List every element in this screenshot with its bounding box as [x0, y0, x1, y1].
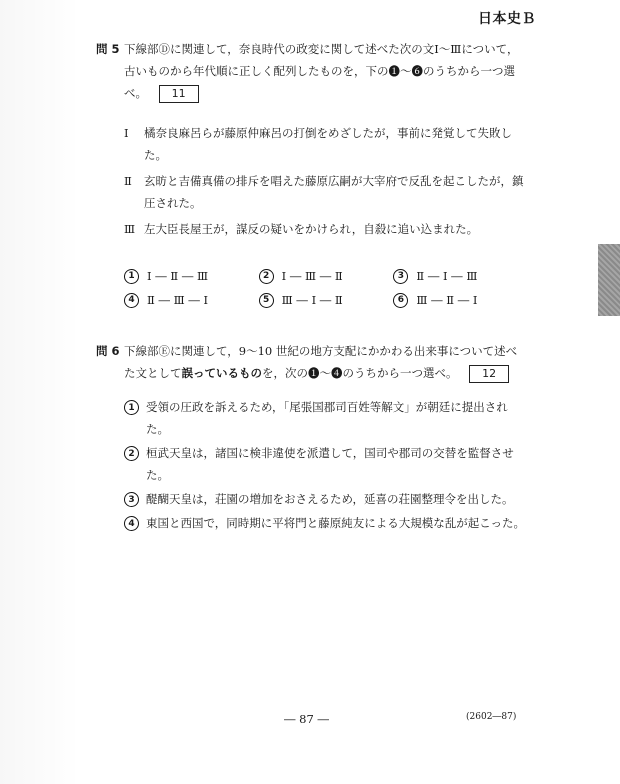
option-text: 東国と西国で，同時期に平将門と藤原純友による大規模な乱が起こった。 — [146, 516, 526, 530]
question-5-text: 下線部Ⓓに関連して，奈良時代の政変に関して述べた次の文Ⅰ～Ⅲについて，古いものから年代順に正しく配列したものを，下の➊～➏のうちから一つ選べ。 — [124, 42, 519, 100]
page-shadow — [0, 0, 80, 784]
exam-code: (2602―87) — [466, 712, 517, 722]
answer-box-12[interactable]: 12 — [469, 365, 509, 383]
choice-text: Ⅱ ― Ⅲ ― Ⅰ — [147, 293, 209, 307]
option-number: 2 — [124, 446, 139, 461]
question-6-prompt — [96, 340, 528, 384]
choice-row — [124, 288, 528, 312]
choice-5[interactable] — [259, 289, 394, 311]
choice-4[interactable] — [124, 289, 259, 311]
choice-number: 1 — [124, 269, 139, 284]
statement-text: 橘奈良麻呂らが藤原仲麻呂の打倒をめざしたが，事前に発覚して失敗した。 — [144, 126, 512, 162]
choice-2[interactable] — [259, 265, 394, 287]
option-2[interactable] — [124, 442, 528, 486]
option-number: 4 — [124, 516, 139, 531]
option-text: 受領の圧政を訴えるため，「尾張国郡司百姓等解文」が朝廷に提出された。 — [146, 400, 508, 436]
choice-row — [124, 264, 528, 288]
choice-text: Ⅱ ― Ⅰ ― Ⅲ — [416, 269, 478, 283]
choice-6[interactable] — [393, 289, 528, 311]
statement-2 — [124, 170, 528, 214]
statement-label: Ⅱ — [124, 174, 132, 188]
question-6-text-b: を，次の➊～➍のうちから一つ選べ。 — [262, 366, 458, 380]
statement-label: Ⅰ — [124, 126, 129, 140]
choice-number: 5 — [259, 293, 274, 308]
choice-text: Ⅲ ― Ⅱ ― Ⅰ — [416, 293, 478, 307]
choice-number: 6 — [393, 293, 408, 308]
question-6-number: 問 6 — [96, 344, 120, 358]
page-number: ― 87 ― — [284, 712, 329, 726]
question-6 — [96, 340, 528, 536]
choice-3[interactable] — [393, 265, 528, 287]
option-number: 3 — [124, 492, 139, 507]
option-text: 桓武天皇は，諸国に検非違使を派遣して，国司や郡司の交替を監督させた。 — [146, 446, 514, 482]
choice-number: 2 — [259, 269, 274, 284]
statement-text: 玄昉と吉備真備の排斥を唱えた藤原広嗣が大宰府で反乱を起こしたが，鎮圧された。 — [144, 174, 524, 210]
statement-3 — [124, 218, 528, 240]
option-text: 醍醐天皇は，荘園の増加をおさえるため，延喜の荘園整理令を出した。 — [146, 492, 514, 506]
question-6-emphasis: 誤っているもの — [181, 366, 262, 380]
question-6-text-a: 下線部Ⓔに関連して，9～10 世紀の地方支配にかかわる出来事について述べた文として — [124, 344, 518, 380]
subject-header: 日本史Ｂ — [478, 11, 536, 27]
choice-grid — [96, 264, 528, 312]
side-index-tab — [598, 244, 620, 316]
choice-1[interactable] — [124, 265, 259, 287]
question-5-prompt — [96, 38, 528, 104]
choice-text: Ⅲ ― Ⅰ ― Ⅱ — [281, 293, 343, 307]
option-3[interactable] — [124, 488, 528, 510]
statement-text: 左大臣長屋王が，謀反の疑いをかけられ，自殺に追い込まれた。 — [144, 222, 479, 236]
question-5 — [96, 38, 528, 312]
option-4[interactable] — [124, 512, 528, 534]
statement-label: Ⅲ — [124, 222, 136, 236]
question-5-number: 問 5 — [96, 42, 120, 56]
option-list — [96, 396, 528, 534]
option-number: 1 — [124, 400, 139, 415]
choice-text: Ⅰ ― Ⅱ ― Ⅲ — [147, 269, 209, 283]
choice-number: 3 — [393, 269, 408, 284]
choice-number: 4 — [124, 293, 139, 308]
answer-box-11[interactable]: 11 — [159, 85, 199, 103]
choice-text: Ⅰ ― Ⅲ ― Ⅱ — [281, 269, 343, 283]
statement-1 — [124, 122, 528, 166]
option-1[interactable] — [124, 396, 528, 440]
statement-list — [96, 122, 528, 240]
